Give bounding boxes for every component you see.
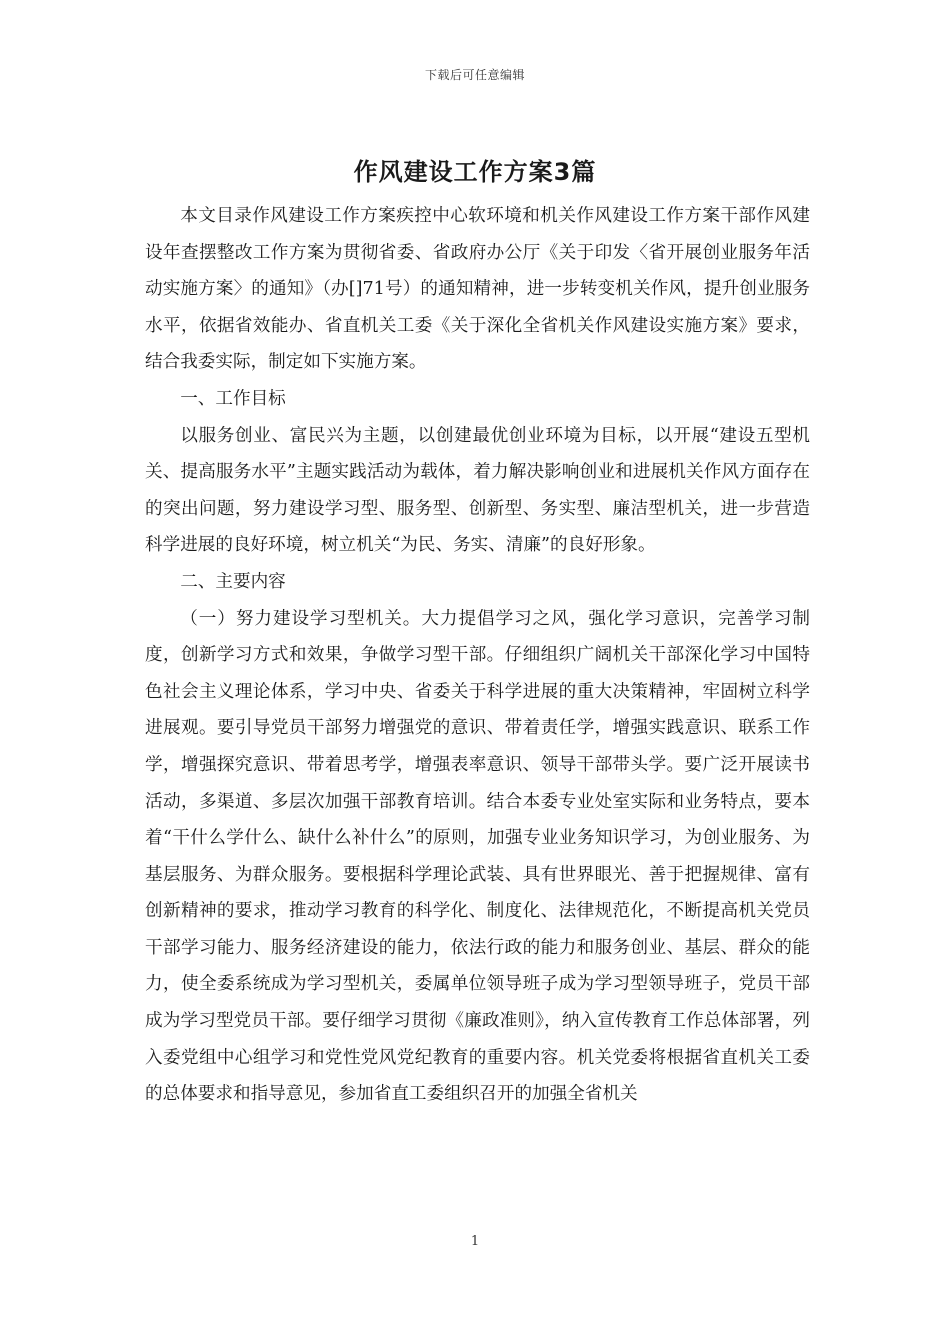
paragraph-intro: 本文目录作风建设工作方案疾控中心软环境和机关作风建设工作方案干部作风建设年查摆整改工作方案为贯彻省委、省政府办公厅《关于印发〈省开展创业服务年活动实施方案〉的通知》（办[]71号）的通知精神，进一步转变机关作风，提升创业服务水平，依据省效能办、省直机关工委《关于深化全省机关作风建设实施方案》要求，结合我委实际，制定如下实施方案。 bbox=[145, 206, 810, 373]
document-body bbox=[145, 198, 810, 1113]
paragraph-goals: 以服务创业、富民兴为主题，以创建最优创业环境为目标，以开展“建设五型机关、提高服务水平”主题实践活动为载体，着力解决影响创业和进展机关作风方面存在的突出问题，努力建设学习型、服务型、创新型、务实型、廉洁型机关，进一步营造科学进展的良好环境，树立机关“为民、务实、清廉”的良好形象。 bbox=[145, 425, 810, 556]
section-heading-goals: 一、工作目标 bbox=[180, 388, 286, 409]
page-header-note: 下载后可任意编辑 bbox=[424, 68, 525, 82]
page-number: 1 bbox=[470, 1234, 480, 1249]
section-heading-content: 二、主要内容 bbox=[180, 571, 286, 592]
paragraph-learning-organization: （一）努力建设学习型机关。大力提倡学习之风，强化学习意识，完善学习制度，创新学习方式和效果，争做学习型干部。仔细组织广阔机关干部深化学习中国特色社会主义理论体系，学习中央、省委关于科学进展的重大决策精神，牢固树立科学进展观。要引导党员干部努力增强党的意识、带着责任学，增强实践意识、联系工作学，增强探究意识、带着思考学，增强表率意识、领导干部带头学。要广泛开展读书活动，多渠道、多层次加强干部教育培训。结合本委专业处室实际和业务特点，要本着“干什么学什么、缺什么补什么”的原则，加强专业业务知识学习，为创业服务、为基层服务、为群众服务。要根据科学理论武装、具有世界眼光、善于把握规律、富有创新精神的要求，推动学习教育的科学化、制度化、法律规范化，不断提高机关党员干部学习能力、服务经济建设的能力，依法行政的能力和服务创业、基层、群众的能力，使全委系统成为学习型机关，委属单位领导班子成为学习型领导班子，党员干部成为学习型党员干部。要仔细学习贯彻《廉政准则》，纳入宣传教育工作总体部署，列入委党组中心组学习和党性党风党纪教育的重要内容。机关党委将根据省直机关工委的总体要求和指导意见，参加省直工委组织召开的加强全省机关 bbox=[145, 608, 810, 1105]
document-title: 作风建设工作方案3篇 bbox=[353, 158, 597, 186]
